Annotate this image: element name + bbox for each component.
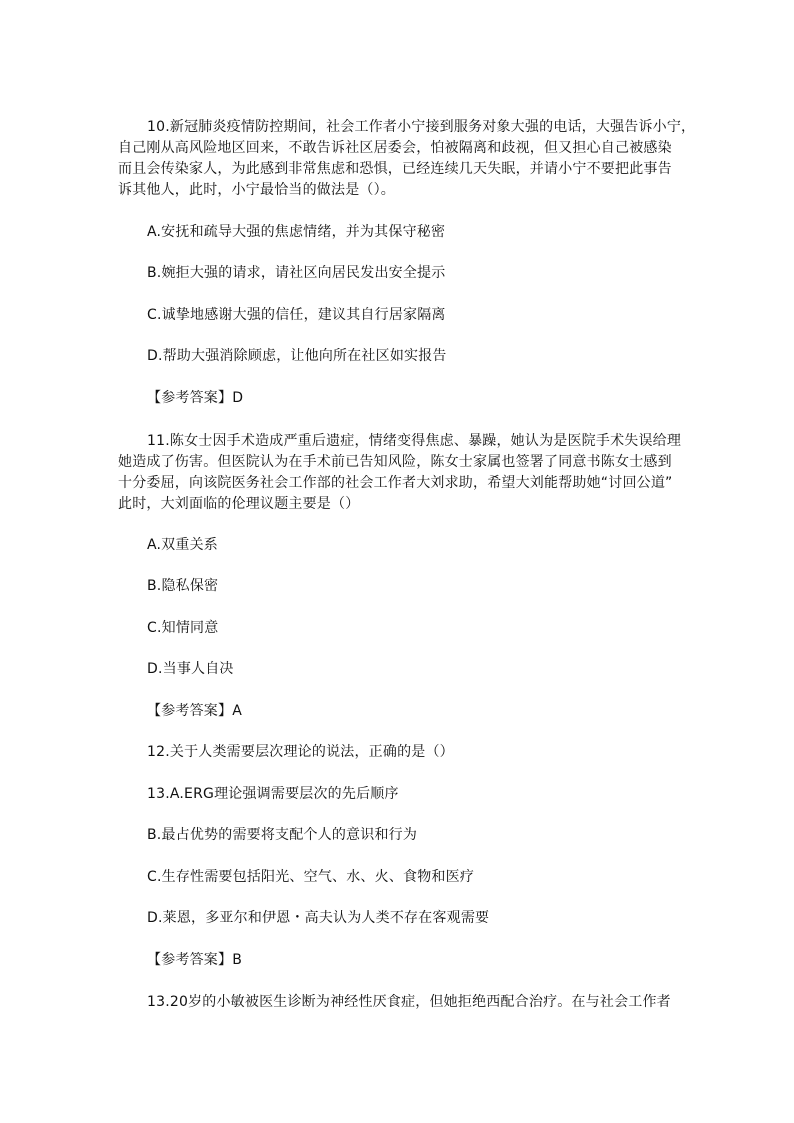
question-12-option-c: C.生存性需要包括阳光、空气、水、火、食物和医疗 xyxy=(147,869,475,885)
question-11-stem-line-3: 十分委屈，向该院医务社会工作部的社会工作者大刘求助，希望大刘能帮助她“讨回公道” xyxy=(118,475,673,491)
question-11-option-b: B.隐私保密 xyxy=(147,578,219,594)
question-10-stem-line-4: 诉其他人，此时，小宁最恰当的做法是（）。 xyxy=(118,182,395,198)
question-11-option-c: C.知情同意 xyxy=(147,620,219,636)
question-10-stem-line-2: 自己刚从高风险地区回来，不敢告诉社区居委会，怕被隔离和歧视，但又担心自己被感染 xyxy=(118,140,672,156)
question-12-option-a: 13.A.ERG理论强调需要层次的先后顺序 xyxy=(147,786,399,802)
question-12-stem: 12.关于人类需要层次理论的说法，正确的是（） xyxy=(147,744,454,760)
question-12-option-b: B.最占优势的需要将支配个人的意识和行为 xyxy=(147,827,418,843)
question-10-option-a: A.安抚和疏导大强的焦虑情绪，并为其保守秘密 xyxy=(147,224,446,240)
question-10-option-c: C.诚挚地感谢大强的信任，建议其自行居家隔离 xyxy=(147,307,446,323)
question-10-option-b: B.婉拒大强的请求，请社区向居民发出安全提示 xyxy=(147,265,446,281)
question-11-stem-line-2: 她造成了伤害。但医院认为在手术前已告知风险，陈女士家属也签署了同意书陈女士感到 xyxy=(118,454,672,470)
question-11-option-a: A.双重关系 xyxy=(147,537,218,553)
question-11-option-d: D.当事人自决 xyxy=(147,661,234,677)
question-10-answer: 【参考答案】D xyxy=(147,390,244,406)
question-13-stem: 13.20岁的小敏被医生诊断为神经性厌食症，但她拒绝西配合治疗。在与社会工作者 xyxy=(147,994,671,1010)
question-10-option-d: D.帮助大强消除顾虑，让他向所在社区如实报告 xyxy=(147,348,447,364)
question-11-stem-line-1: 11.陈女士因手术造成严重后遗症，情绪变得焦虑、暴躁，她认为是医院手术失误给理 xyxy=(147,433,682,449)
question-10-stem-line-3: 而且会传染家人，为此感到非常焦虑和恐惧，已经连续几天失眠，并请小宁不要把此事告 xyxy=(118,161,672,177)
question-11-stem-line-4: 此时，大刘面临的伦理议题主要是（） xyxy=(118,496,360,512)
question-12-option-d: D.莱恩，多亚尔和伊恩・高夫认为人类不存在客观需要 xyxy=(147,910,490,926)
question-10-stem-line-1: 10.新冠肺炎疫情防控期间，社会工作者小宁接到服务对象大强的电话，大强告诉小宁， xyxy=(147,119,696,135)
question-12-answer: 【参考答案】B xyxy=(147,952,243,968)
question-11-answer: 【参考答案】A xyxy=(147,703,242,719)
